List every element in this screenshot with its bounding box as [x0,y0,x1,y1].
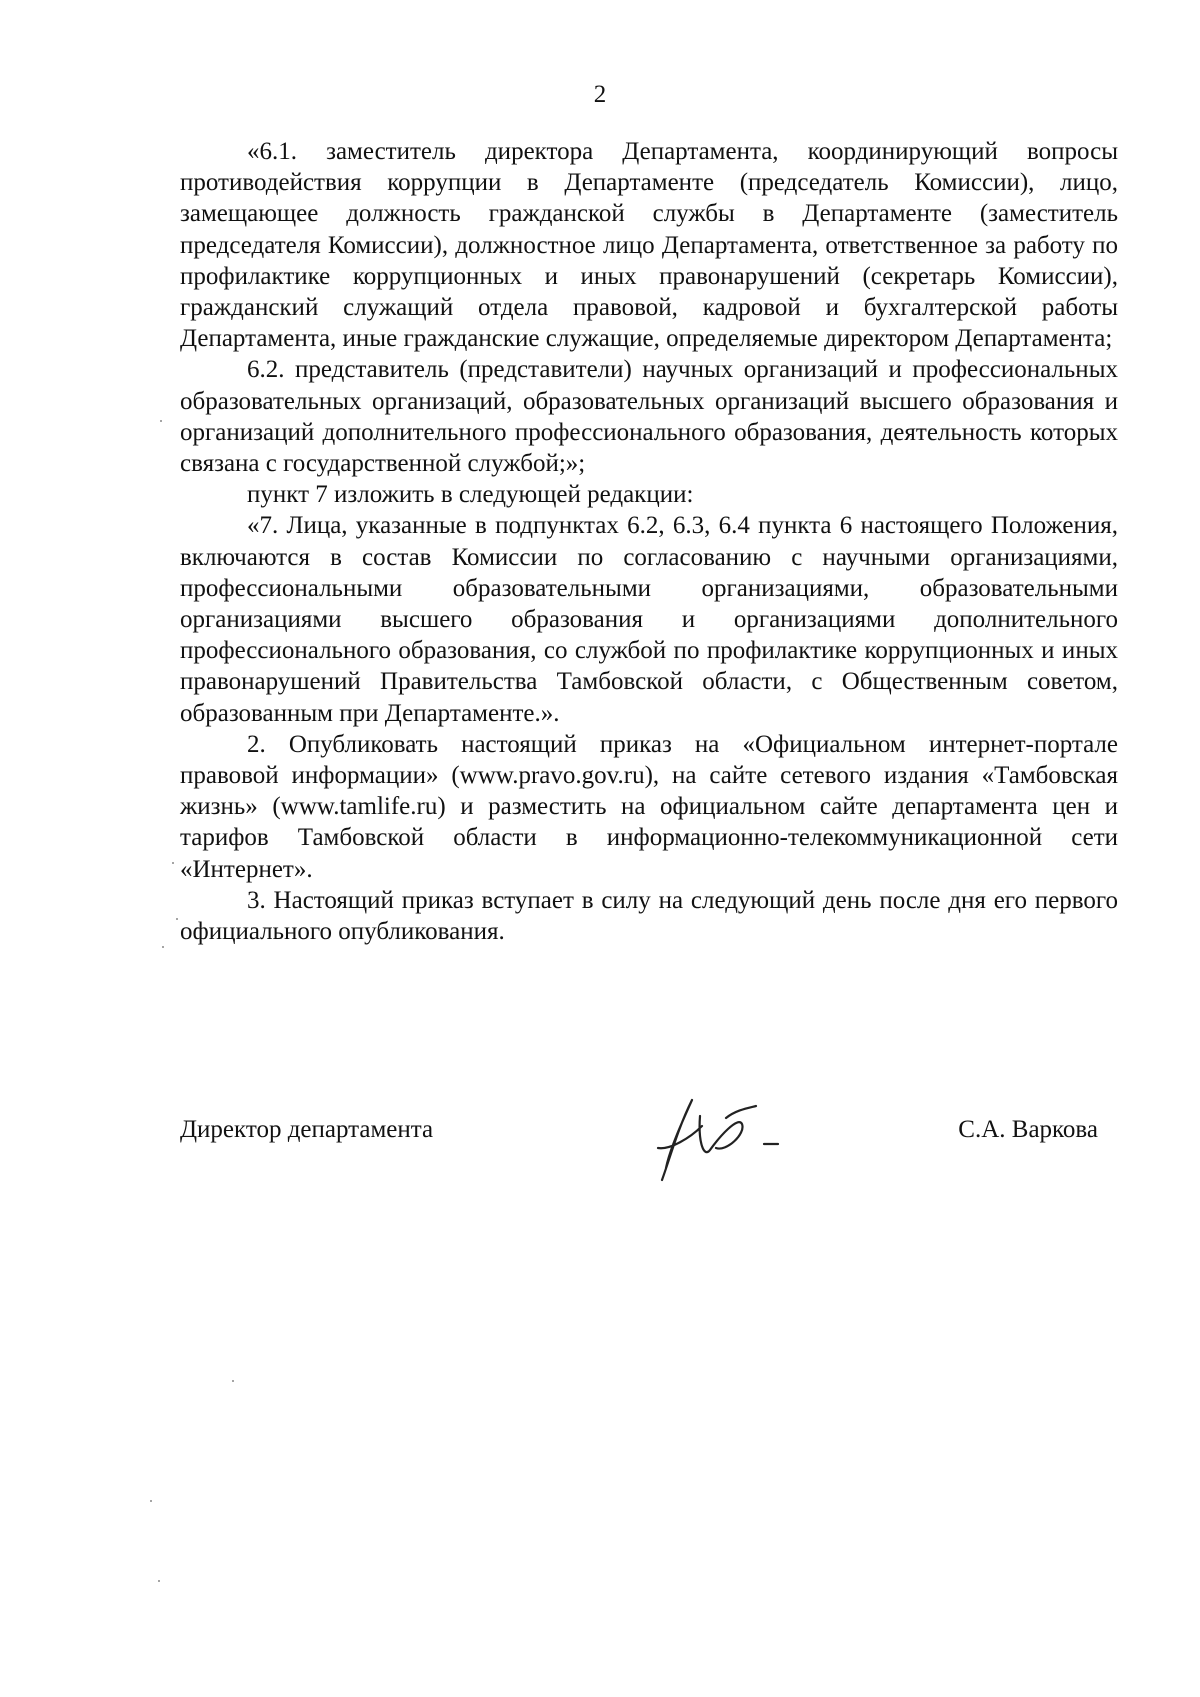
paragraph-amendment-intro: пункт 7 изложить в следующей редакции: [247,481,694,509]
scan-speck [232,1380,234,1382]
signer-name: С.А. Варкова [958,1116,1098,1143]
paragraph-publication: 2. Опубликовать настоящий приказ на «Официальном интернет-портале правовой информации» (www.pravo.gov.ru), на сайте сетевого издания «Тамбовская жизнь» (www.tamlife.ru) и разместить на официальном сайте департамента цен и тарифов Тамбовской области в информационно-телекоммуникационной сети «Интернет». [180,730,1118,883]
paragraph-6-2: 6.2. представитель (представители) научных организаций и профессиональных образовательных организаций, образовательных организаций высшего образования и организаций дополнительного профессионального образования, деятельность которых связана с государственной службой;»; [180,356,1118,478]
signer-title: Директор департамента [180,1116,434,1143]
handwritten-signature [640,1088,800,1188]
signature-block [180,1088,1098,1188]
paragraph-entry-into-force: 3. Настоящий приказ вступает в силу на следующий день после дня его первого официального опубликования. [180,886,1118,946]
scan-speck [150,1500,152,1502]
document-body [180,136,1118,947]
scan-speck [160,420,162,422]
page-number: 2 [593,81,607,108]
paragraph-7: «7. Лица, указанные в подпунктах 6.2, 6.3, 6.4 пункта 6 настоящего Положения, включаются в состав Комиссии по согласованию с научными организациями, профессиональными образовательными организациями, образовательными организациями высшего образования и организациями дополнительного профессионального образования, со службой по профилактике коррупционных и иных правонарушений Правительства Тамбовской области, с Общественным советом, образованным при Департаменте.». [180,512,1118,727]
scan-speck [176,918,178,920]
paragraph-6-1: «6.1. заместитель директора Департамента, координирующий вопросы противодействия коррупции в Департаменте (председатель Комиссии), лицо, замещающее должность гражданской службы в Департаменте (заместитель председателя Комиссии), должностное лицо Департамента, ответственное за работу по профилактике коррупционных и иных правонарушений (секретарь Комиссии), гражданский служащий отдела правовой, кадровой и бухгалтерской работы Департамента, иные гражданские служащие, определяемые директором Департамента; [180,138,1118,353]
scan-speck [158,1580,160,1582]
scan-speck [162,946,164,948]
scan-speck [172,862,174,864]
